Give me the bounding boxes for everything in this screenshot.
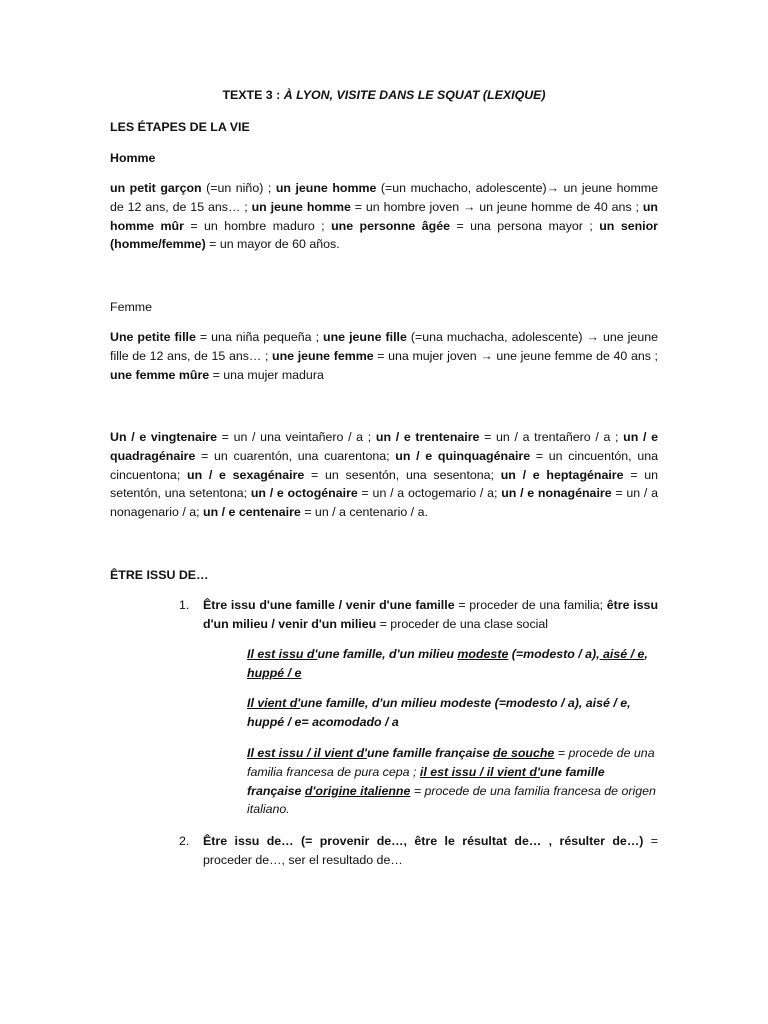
- term: Une petite fille: [110, 330, 196, 344]
- heading-femme: Femme: [110, 300, 152, 314]
- example-text: (=modesto / a),: [508, 647, 600, 661]
- paragraph-ages: [110, 428, 658, 522]
- definition: = un setentón, una setentona;: [110, 467, 658, 501]
- definition: = un / a trentañero / a ;: [479, 430, 624, 444]
- underlined-phrase: aisé / e: [599, 647, 645, 661]
- term: une femme mûre: [110, 367, 210, 382]
- example-text: une famille, d'un milieu: [317, 647, 458, 661]
- term: Un / e vingtenaire: [110, 430, 217, 444]
- term: un / e heptagénaire: [500, 467, 624, 482]
- definition: = una persona mayor ;: [450, 218, 600, 233]
- definition: = una mujer madura: [209, 367, 324, 382]
- example-1: [247, 645, 658, 683]
- paragraph-homme: [110, 179, 658, 254]
- definition: = un / a octogemario / a;: [357, 486, 502, 501]
- definition: = un / a centenario / a.: [300, 505, 428, 520]
- definition: = un hombre maduro ;: [183, 218, 332, 233]
- heading-homme: Homme: [110, 151, 156, 165]
- example-text: = procede de una familia francesa de pura cepa ;: [247, 746, 655, 779]
- example-2: [247, 694, 658, 732]
- example-text: une famille française: [367, 746, 494, 760]
- definition: = un cuarentón, una cuarentona;: [195, 448, 396, 463]
- definition: = proceder de…, ser el resultado de…: [203, 834, 658, 867]
- list-number: 1.: [179, 598, 190, 612]
- definition: = un hombre joven → un jeune homme de 40 ans ;: [350, 199, 643, 214]
- example-text: une famille française: [247, 764, 605, 798]
- underlined-phrase: d'origine italienne: [304, 783, 411, 798]
- term: une personne âgée: [331, 218, 451, 233]
- underlined-phrase: Il vient d': [247, 696, 301, 710]
- definition: (=un muchacho, adolescente)→ un jeune homme de 12 ans, de 15 ans… ;: [110, 181, 658, 214]
- definition: = una niña pequeña ;: [195, 330, 324, 344]
- document-title: [0, 86, 768, 105]
- heading-issu: ÊTRE ISSU DE…: [110, 568, 209, 582]
- term: un / e sexagénaire: [187, 467, 305, 482]
- definition: = un / una veintañero / a ;: [217, 430, 376, 444]
- term: un jeune homme: [275, 181, 377, 195]
- term: un / e quinquagénaire: [395, 448, 531, 463]
- title-italic: À LYON, VISITE DANS LE SQUAT (LEXIQUE): [283, 88, 546, 102]
- term: être issu d'un milieu / venir d'un milieu: [203, 598, 659, 631]
- example-text: = procede de una familia francesa de origen italiano.: [247, 783, 656, 817]
- heading-etapes: LES ÉTAPES DE LA VIE: [110, 120, 250, 134]
- example-text: ,: [644, 647, 648, 661]
- term: un homme mûr: [110, 199, 658, 233]
- term: un / e centenaire: [203, 505, 301, 520]
- term: un / e trentenaire: [375, 430, 480, 444]
- example-3: [247, 744, 658, 819]
- definition: (=un niño) ;: [201, 181, 276, 195]
- example-text: une famille, d'un milieu modeste (=modesto / a), aisé / e, huppé / e= acomodado / a: [247, 696, 631, 729]
- definition: = proceder de una familia;: [454, 598, 607, 612]
- definition: = un mayor de 60 años.: [205, 237, 340, 252]
- list-item-1: [203, 596, 658, 634]
- definition: (=una muchacha, adolescente) → une jeune fille de 12 ans, de 15 ans… ;: [110, 330, 658, 363]
- term: un jeune homme: [251, 199, 351, 214]
- definition: = una mujer joven → une jeune femme de 40 ans ;: [373, 348, 658, 363]
- title-prefix: TEXTE 3 :: [222, 88, 284, 102]
- paragraph-femme: [110, 328, 658, 384]
- underlined-phrase: modeste: [457, 647, 509, 661]
- definition: = proceder de una clase social: [376, 616, 549, 631]
- list-item-2: [203, 832, 658, 870]
- term: un petit garçon: [110, 181, 202, 195]
- definition: = un sesentón, una sesentona;: [304, 467, 501, 482]
- term: une jeune fille: [323, 330, 407, 344]
- underlined-phrase: il est issu / il vient d': [419, 764, 540, 779]
- term: un / e octogénaire: [250, 486, 358, 501]
- term: un / e nonagénaire: [501, 486, 612, 501]
- definition: = un cincuentón, una cincuentona;: [110, 448, 658, 482]
- definition: = un / a nonagenario / a;: [110, 486, 658, 520]
- term: un senior (homme/femme): [110, 218, 658, 252]
- underlined-phrase: Il est issu d': [247, 647, 318, 661]
- underlined-phrase: huppé / e: [247, 665, 302, 680]
- term: Être issu de… (= provenir de…, être le résultat de… , résulter de…): [203, 834, 644, 848]
- term: une jeune femme: [272, 348, 374, 363]
- term: Être issu d'une famille / venir d'une famille: [203, 598, 455, 612]
- underlined-phrase: de souche: [493, 746, 555, 760]
- underlined-phrase: Il est issu / il vient d': [247, 746, 368, 760]
- term: un / e quadragénaire: [110, 430, 658, 463]
- list-number: 2.: [179, 834, 190, 848]
